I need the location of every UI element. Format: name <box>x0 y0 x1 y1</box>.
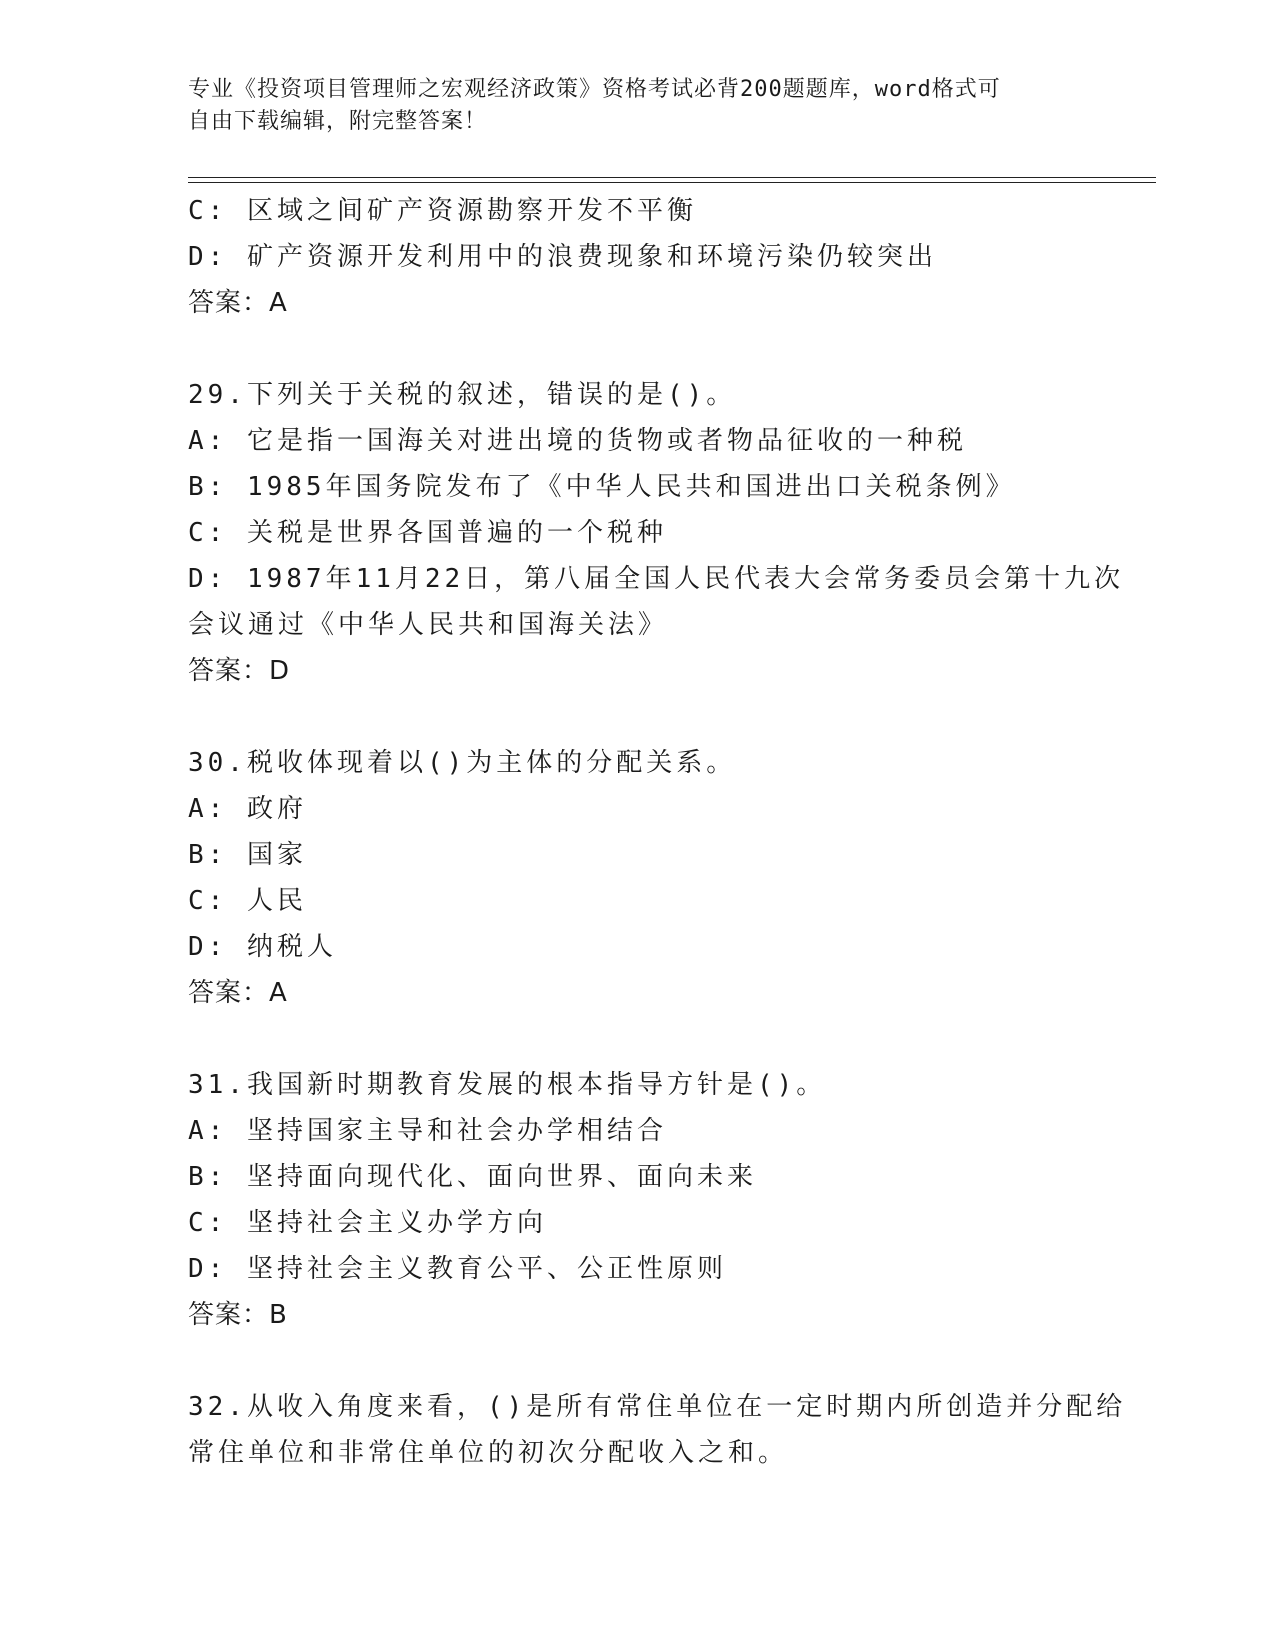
option-d: D: 纳税人 <box>188 932 337 962</box>
prev-question-block <box>188 188 1088 326</box>
spacer <box>188 1016 1088 1062</box>
option-b: B: 坚持面向现代化、面向世界、面向未来 <box>188 1162 757 1192</box>
option-d: D: 1987年11月22日，第八届全国人民代表大会常务委员会第十九次 <box>188 564 1125 594</box>
option-c: C: 人民 <box>188 886 307 916</box>
option-b: B: 1985年国务院发布了《中华人民共和国进出口关税条例》 <box>188 472 1016 502</box>
document-body <box>188 188 1127 1476</box>
option-b: B: 国家 <box>188 840 307 870</box>
option-a: A: 它是指一国海关对进出境的货物或者物品征收的一种税 <box>188 426 967 456</box>
spacer <box>188 694 1088 740</box>
header-divider-bottom <box>188 182 1156 183</box>
question-stem: 31.我国新时期教育发展的根本指导方针是()。 <box>188 1070 827 1100</box>
answer-line: 答案：B <box>188 1300 288 1330</box>
option-c: C: 区域之间矿产资源勘察开发不平衡 <box>188 196 697 226</box>
question-stem: 29.下列关于关税的叙述，错误的是()。 <box>188 380 737 410</box>
header-line-1: 专业《投资项目管理师之宏观经济政策》资格考试必背200题题库，word格式可 <box>188 77 1001 102</box>
option-a: A: 坚持国家主导和社会办学相结合 <box>188 1116 667 1146</box>
question-block <box>188 1062 1088 1338</box>
option-c: C: 坚持社会主义办学方向 <box>188 1208 547 1238</box>
option-d: D: 矿产资源开发利用中的浪费现象和环境污染仍较突出 <box>188 242 937 272</box>
question-block <box>188 740 1088 1016</box>
question-stem-continued: 常住单位和非常住单位的初次分配收入之和。 <box>188 1438 789 1468</box>
question-block <box>188 372 1125 694</box>
option-d-continued: 会议通过《中华人民共和国海关法》 <box>188 610 669 640</box>
question-block <box>188 1384 1127 1476</box>
question-stem: 32.从收入角度来看，()是所有常住单位在一定时期内所创造并分配给 <box>188 1392 1127 1422</box>
answer-line: 答案：D <box>188 656 291 686</box>
option-c: C: 关税是世界各国普遍的一个税种 <box>188 518 667 548</box>
spacer <box>188 1338 1088 1384</box>
answer-line: 答案：A <box>188 288 288 318</box>
answer-line: 答案：A <box>188 978 288 1008</box>
header-line-2: 自由下载编辑，附完整答案！ <box>188 109 488 134</box>
option-a: A: 政府 <box>188 794 307 824</box>
question-stem: 30.税收体现着以()为主体的分配关系。 <box>188 748 737 778</box>
document-header <box>188 74 1068 138</box>
spacer <box>188 326 1088 372</box>
header-divider-top <box>188 177 1156 178</box>
option-d: D: 坚持社会主义教育公平、公正性原则 <box>188 1254 727 1284</box>
